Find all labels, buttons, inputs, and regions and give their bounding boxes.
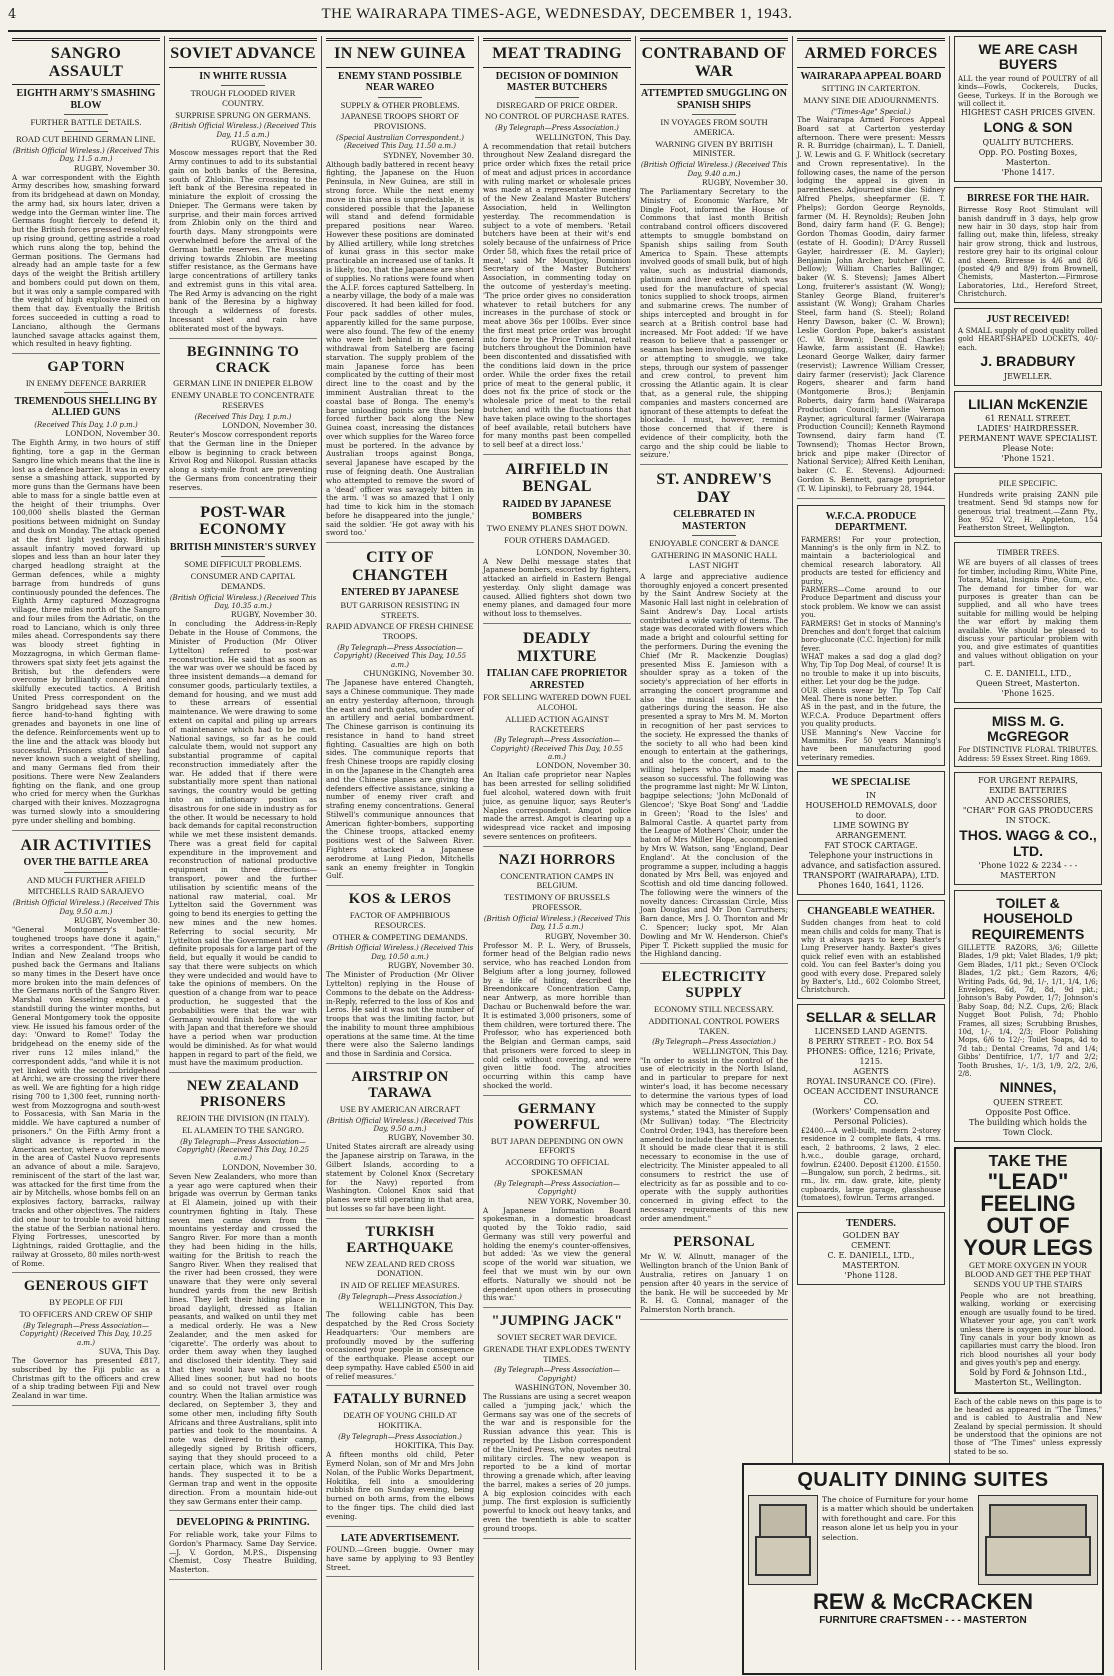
subheading: MITCHELLS RAID SARAJEVO bbox=[27, 886, 145, 897]
advert-line: 61 RENALL STREET. bbox=[985, 413, 1071, 423]
advert-line: LICENSED LAND AGENTS. bbox=[814, 1027, 928, 1037]
dining-table-illustration bbox=[978, 1495, 1098, 1585]
page-number: 4 bbox=[8, 7, 17, 22]
dateline: LONDON, November 30. bbox=[222, 421, 317, 431]
credit-line: ("Times-Age" Special.) bbox=[831, 107, 911, 116]
credit-line: (British Official Wireless.) (Received This Day, 9.50 a.m.) bbox=[12, 899, 160, 916]
article-meat-trading bbox=[483, 38, 631, 455]
credit-line: (By Telegraph—Press Association.) bbox=[652, 1038, 776, 1047]
subheading: DISREGARD OF PRICE ORDER. bbox=[496, 99, 618, 110]
advertiser-name: NINNES, bbox=[999, 1079, 1057, 1096]
credit-line: (By Telegraph—Press Association—Copyright) bbox=[494, 1366, 620, 1383]
advertiser-name: C. E. DANIELL, LTD., bbox=[984, 668, 1072, 678]
subheading: SITTING IN CARTERTON. bbox=[821, 83, 921, 94]
dateline: RUGBY, November 30. bbox=[73, 163, 160, 173]
dateline: RUGBY, November 30. bbox=[230, 139, 317, 149]
credit-line: (British Official Wireless.) (Received This Day, 9.50 a.m.) bbox=[326, 1116, 474, 1134]
advert-heading: OUT OF YOUR LEGS bbox=[963, 1212, 1093, 1260]
subheading: TROUGH FLOODED RIVER COUNTRY. bbox=[190, 88, 296, 108]
headline: AIRFIELD IN BENGAL bbox=[505, 460, 609, 496]
advert-heading: BIRRESE FOR THE HAIR. bbox=[966, 192, 1090, 204]
article-body: A New Delhi message states that Japanese bombers, escorted by fighters, attacked an airfield in Eastern Bengal yesterday. Only slight damage was caused. Allied fighters shot down two enemy planes, and damaged four more without loss to themselves. bbox=[483, 556, 631, 619]
column-1 bbox=[8, 36, 165, 1670]
headline: NEW ZEALAND PRISONERS bbox=[186, 1078, 300, 1111]
advert-line: "CHAR" FOR GAS PRODUCERS bbox=[962, 806, 1094, 816]
advert-line: OCEAN ACCIDENT INSURANCE CO. bbox=[803, 1087, 939, 1107]
advert-line: (Workers' Compensation and Personal Policies). bbox=[812, 1107, 930, 1127]
advert-heading: TIMBER TREES. bbox=[996, 546, 1060, 557]
dateline: RUGBY, November 30. bbox=[387, 961, 474, 971]
advert-line: Telephone your instructions in advance, and satisfaction assured. bbox=[801, 850, 941, 870]
advert-body: Birresse Rosy Root Stimulant will banish dandruff in 3 days, help grow new hair in 30 days, stop hair from falling out, make thin, lifeless, streaky hair grow strong, thick and lustrous, restore grey hair to its original colour and sheen. Birresse is 4/6 and 8/6 (posted 4/9 and 8/9) from Brownell, Chemists, Masterton.—Firmrose Laboratories, Ltd., Hereford Street, Christchurch. bbox=[958, 206, 1098, 299]
subheading: USE BY AMERICAN AIRCRAFT bbox=[339, 1103, 461, 1114]
headline: BEGINNING TO CRACK bbox=[186, 343, 300, 376]
headline: ELECTRICITY SUPPLY bbox=[661, 969, 767, 1002]
advert-heading: WE SPECIALISE bbox=[831, 777, 911, 789]
headline: PERSONAL bbox=[673, 1233, 755, 1250]
advert-line: Opp. P.O. Posting Boxes, Masterton. bbox=[978, 147, 1078, 167]
subheading: DECISION OF DOMINION MASTER BUTCHERS bbox=[495, 70, 619, 94]
subheading: CONCENTRATION CAMPS IN BELGIUM. bbox=[500, 870, 614, 891]
advert-line: HOUSEHOLD REMOVALS, door to door. bbox=[805, 800, 937, 820]
headline: POST-WAR ECONOMY bbox=[199, 503, 287, 539]
subheading: OVER THE BATTLE AREA bbox=[23, 857, 149, 869]
subheading: RAIDED BY JAPANESE BOMBERS bbox=[502, 499, 612, 522]
article-body: Seven New Zealanders, who more than a year ago were captured when their brigade was overrun by German tanks at El Alamein, joined up with their countrymen fighting in Italy. These seven men came down from the mountains yesterday and crossed the Sangro River. For more than a month they had been hiding in the hills, waiting for the British to reach the Sangro River. When they realised that the river had been crossed, they were unaware that they were only several hundred yards from the new British lines. They left their hiding place in broad daylight, dressed as Italian peasants, and walked on until they met a medical orderly. He was a New Zealander, and the men asked for 'cigarette'. The orderly was about to order them away when they laughed and disclosed their identity. They said that they would have walked to the Allied lines sooner, but had no boots and so could not travel over rough country. When the Italian armistice was declared, on September 3, they and some other men, including fifty South Africans and three Australians, split into parties and took to the mountains. A note was delivered to their camp, allegedly signed by British officers, saying that they should proceed to a certain place, which was in British hands. They suspected it to be a German trap and went in the opposite direction. From a mountain hide-out they saw Germans enter their camp. bbox=[169, 1171, 318, 1506]
credit-line: (British Official Wireless.) (Received This Day, 11.5 a.m.) bbox=[12, 146, 160, 164]
subheading: NO CONTROL OF PURCHASE RATES. bbox=[485, 111, 629, 122]
masthead bbox=[8, 6, 1106, 32]
advertiser-name: MISS M. G. McGREGOR bbox=[987, 712, 1069, 744]
advertiser-name: LILIAN McKENZIE bbox=[968, 395, 1088, 412]
advert-changeable-weather bbox=[797, 900, 945, 999]
advert-line: QUEEN STREET. bbox=[993, 1097, 1063, 1107]
headline: ARMED FORCES bbox=[797, 38, 945, 68]
headline: FATALLY BURNED bbox=[333, 1391, 467, 1408]
subheading: CELEBRATED IN MASTERTON bbox=[673, 509, 755, 532]
advert-line: IN bbox=[865, 790, 877, 800]
late-advertisement bbox=[326, 1533, 474, 1578]
article-nz-prisoners bbox=[169, 1079, 317, 1511]
advertiser-name: J. BRADBURY bbox=[980, 353, 1076, 370]
credit-line: (By Telegraph—Press Association—Copyright) (Received This Day, 10.25 a.m.) bbox=[19, 1321, 153, 1347]
article-new-guinea bbox=[326, 38, 474, 543]
headline: ST. ANDREW'S DAY bbox=[656, 471, 772, 506]
subheading: RAPID ADVANCE OF FRESH CHINESE TROOPS. bbox=[326, 621, 474, 642]
credit-line: (By Telegraph—Press Association—Copyright) (Received This Day, 10.55 a.m.) bbox=[490, 736, 624, 762]
subheading: SOVIET SECRET WAR DEVICE. bbox=[497, 1332, 617, 1343]
credit-line: (British Official Wireless.) (Received This Day, 11.5 a.m.) bbox=[169, 122, 317, 139]
article-body: Although badly battered in recent heavy fighting, the Japanese on the Huon Peninsula, in New Guinea, are still in strong force. While the next enemy move in this area is unpredictable, it is considered possible that the Japanese will stand and defend formidable prepared positions near Wareo. However these positions are dominated by Allied artillery, while long stretches of kunai grass in this sector make practicable an increased use of tanks. It is likely, too, that the Japanese are short of supplies. No rations were found when the A.I.F. forces captured Sattelberg. In a nearby village, the body of a male was discovered. It had been killed for food. Four pack saddles of other mules, apparently killed for the same purpose, were also found. The few of the enemy who were left behind in the general withdrawal from Satelberg are facing starvation. The supply problem of the main Japanese force has been complicated by the cutting of their most direct line to the coast and by the imminent Australian threat to the coastal base of Bonga. The enemy's barge unloading points are thus being forced further back along the New Guinea coast, increasing the distances over which supplies for the Wareo force must be portered. In the advance by Australian troops against Bonga, several Japanese have escaped by the ruse of feigning death. One Australian who attempted to remove the sword of a 'dead' officer was savagely bitten in the arm. 'I was so amazed that I only had time to kick him in the stomach before he disappeared into the jungle,' said the soldier. 'He got away with his sword too.' bbox=[326, 159, 474, 538]
article-fatally-burned bbox=[326, 1392, 474, 1526]
subheading: IN AID OF RELIEF MEASURES. bbox=[340, 1280, 460, 1291]
advertiser-name: LONG & SON bbox=[983, 119, 1073, 136]
headline: DEVELOPING & PRINTING. bbox=[176, 1517, 310, 1529]
subheading: NEW ZEALAND RED CROSS DONATION. bbox=[345, 1258, 455, 1279]
advert-line: AND ACCESSORIES, bbox=[985, 796, 1071, 806]
article-deadly-mixture bbox=[483, 630, 631, 847]
advert-phone: 'Phone 1417. bbox=[1001, 167, 1055, 177]
advert-line: QUALITY BUTCHERS. bbox=[982, 137, 1074, 147]
advert-tenders bbox=[797, 1212, 945, 1286]
advert-body: ALL the year round of POULTRY of all kinds—Fowls, Cockerels, Ducks, Geese, Turkeys. If in the Borough we will collect it. bbox=[958, 74, 1098, 108]
advert-quality-dining-suites bbox=[742, 1463, 1104, 1675]
subheading: FURTHER BATTLE DETAILS. bbox=[30, 117, 142, 128]
advert-phone: 'Phone 1022 & 2234 - - - MASTERTON bbox=[978, 860, 1078, 880]
subheading: GRENADE THAT EXPLODES TWENTY TIMES. bbox=[483, 1343, 631, 1364]
advert-line: GOLDEN BAY bbox=[842, 1231, 900, 1241]
subheading: FOUR OTHERS DAMAGED. bbox=[504, 534, 610, 545]
advert-bradbury bbox=[954, 308, 1102, 386]
headline: NAZI HORRORS bbox=[498, 851, 616, 868]
credit-line: (By Telegraph—Press Association.) bbox=[338, 1292, 462, 1301]
dateline: RUGBY, November 30. bbox=[701, 178, 788, 188]
advert-pile-specific bbox=[954, 473, 1102, 537]
subheading: AND MUCH FURTHER AFIELD bbox=[26, 874, 146, 885]
article-body: The Parliamentary Secretary to the Ministry of Economic Warfare, Mr Dingle Foot, informed the House of Commons that last month British contraband control officers discovered attempts to smuggle bombstand on Spanish ships sailing from South America to Spain. These attempts involved goods of small bulk, but of high value, such as industrial diamonds, platinum and liver extract, which was used for the manufacture of special tonics supplied to shock troops, airmen and submarine crews. The number of ships intercepted and brought in for search at a British control base had increased. Mr Foot added: 'If we have reason to believe that a passenger or seaman has been involved in smuggling, or attempting to smuggle, we take steps, through our system of passenger and crew control, to prevent him crossing the Atlantic again. It is clear that, as a general rule, the shipping companies and masters concerned are ignorant of these attempts to defeat the blockade. I must, however, remind those concerned that if there is evidence of their complicity, both the cargo and the ship could be liable to seizure.' bbox=[640, 187, 788, 460]
advert-wfca-produce bbox=[797, 505, 945, 767]
advert-line: Phones 1640, 1641, 1126. bbox=[818, 880, 924, 890]
column-7 bbox=[950, 36, 1106, 1670]
subheading: REJOIN THE DIVISION (IN ITALY). bbox=[176, 1113, 310, 1124]
article-body: A recommendation that retail butchers throughout New Zealand disregard the price order which fixes the retail price of meat and adjust prices in accordance with ruling market or wholesale prices was made at a representative meeting of the New Zealand Master Butchers' Association, held in Wellington yesterday. The recommendation is subject to a vote of members. 'Retail butchers have been at their wit's end solely because of the unfairness of Price Order 58, which fixes the retail price of meat,' said Mr Mountjoy, Dominion Secretary of the Master Butchers' Association, in commenting today on the outcome of yesterday's meeting. 'The price order gives no consideration whatever to retail butchers for any increases in the purchase of stock or meat above 36s per 100lbs. Ever since the first meat price order was brought into force by the Price Tribunal, retail butchers throughout the Dominion have been discontented and dissatisfied with the conditions laid down in the price order. While the order fixes the retail price of meat to the general public, it does not fix the price of stock or the wholesale price of meat to the retail butcher, and with the fluctuations that have taken place owing to the shortages of beef available, retail butchers have for many months past been compelled to sell beef at a direct loss.' bbox=[483, 141, 631, 450]
headline: AIRSTRIP ON TARAWA bbox=[351, 1068, 449, 1101]
article-electricity-supply bbox=[640, 970, 788, 1228]
advert-item: FARMERS—Come around to our Produce Department and discuss your stock problem. We know we can assist you. bbox=[801, 585, 941, 620]
advert-line: TRANSPORT (WAIRARAPA), LTD. bbox=[802, 870, 940, 880]
advert-transport bbox=[797, 771, 945, 895]
advert-mcgregor bbox=[954, 708, 1102, 768]
advert-body: £2400.—A well-built, modern 2-storey residence in 2 complete flats, 4 rms. each, 2 bathrooms, 2 laws, 2 elec. h.w.c., double garage, orchard, fowlrun. £2400. Deposit £1200. £1550.—Bungalow, sun porch, 2 bedrms., sit. rm., liv. rm. daw. grate, kite, plenty cupboards, large garage, glasshouse (tomatoes), fowlrun. Terms arranged. bbox=[801, 1127, 941, 1203]
column-4 bbox=[479, 36, 636, 1670]
advert-line: C. E. DANIELL, LTD., bbox=[827, 1251, 915, 1261]
headline: AIR ACTIVITIES bbox=[20, 836, 152, 854]
subheading: ALLIED ACTION AGAINST RACKETEERS bbox=[505, 713, 609, 734]
advert-cash-buyers bbox=[954, 36, 1102, 182]
dateline: WASHINGTON, November 30. bbox=[515, 1383, 631, 1393]
subheading: ENEMY UNABLE TO CONCENTRATE RESERVES bbox=[171, 390, 315, 410]
credit-line: (By Telegraph—Press Association—Copyright) (Received This Day, 10.25 a.m.) bbox=[176, 1137, 310, 1163]
advert-heading: CHANGEABLE WEATHER. bbox=[807, 905, 935, 917]
dateline: LONDON, November 30. bbox=[536, 547, 631, 557]
advert-body: GILLETTE RAZORS, 3/6; Gillette Blades, 1/9 pkt; Valet Blades, 1/9 pkt; Gem Blades, 1/11 pkt.; Seven O'Clock Blades, 1/2 pkt.; Gem Razors, 4/6; Writing Pads, 6d, 9d, 1/-, 1/1, 1/4, 1/6; Envelopes, 6d, 7d, 8d, 9d pkt.; Johnson's Baby Powder, 1/7; Johnson's Baby Soap, 8d; N.Z. Cups, 2/6; Black Nugget Boot Polish, 7d; Phoblo Frames, all sizes; Scrubbing Brushes, 10d, 1/-, 1/4, 2/3; Floor Polishing Mops, 6/6 to 12/-; Toilet Soaps, 4d to 7d tab.; Dental Creams, 7d and 1/4; Gibbs' Dentifrice, 1/7, 1/7 and 2/2; Tooth Brushes, 1/-, 1/3, 1/9, 2/2, 2/6, 2/8. bbox=[958, 944, 1098, 1078]
article-sangro-assault bbox=[12, 38, 160, 354]
credit-line: (By Telegraph—Press Association.) bbox=[495, 124, 619, 133]
subheading: IN ENEMY DEFENCE BARRIER bbox=[25, 378, 147, 389]
article-nazi-horrors bbox=[483, 853, 631, 1096]
article-airstrip-tarawa bbox=[326, 1070, 474, 1219]
advert-line: IN STOCK. bbox=[1005, 816, 1051, 826]
dateline: LONDON, November 30. bbox=[536, 761, 631, 771]
advert-heading: WE ARE CASH BUYERS bbox=[978, 41, 1078, 73]
credit-line: (By Telegraph—Press Association—Copyright) (Received This Day, 10.55 a.m.) bbox=[333, 644, 467, 669]
dateline: HOKITIKA, This Day. bbox=[394, 1441, 474, 1451]
advert-thos-wagg bbox=[954, 772, 1102, 885]
dateline: CHUNGKING, November 30. bbox=[363, 669, 474, 679]
dateline: RUGBY, November 30. bbox=[230, 610, 317, 620]
advert-body: Hundreds write praising ZANN pile treatment. Send 9d stamps now for generous trial treatment.—Zann Pty., Box 952 V2, H. Appleton, 154 Featherston Street, Wellington. bbox=[958, 490, 1098, 533]
advert-item: WHAT makes a sad dog a glad dog? Why, Tip Top Dog Meal, of course! It is no trouble to make it up into biscuits, either. Let your dog be the judge. bbox=[801, 653, 941, 687]
subheading: ENJOYABLE CONCERT & DANCE bbox=[649, 538, 779, 549]
headline: GAP TORN bbox=[47, 359, 125, 376]
advert-tagline: FURNITURE CRAFTSMEN - - - MASTERTON bbox=[819, 1615, 1027, 1626]
article-body: The Minister of Production (Mr Oliver Lyttelton) replying in the House of Commons to the debate on the Address-in-Reply, referred to the loss of Kos and Leros. He said it was not the number of troops that was the limiting factor, but the inability to mount three amphibious operations at the same time. At the time there were also the Salerno landings and those in Sardinia and Corsica. bbox=[326, 970, 474, 1059]
subheading: JAPANESE TROOPS SHORT OF PROVISIONS. bbox=[341, 111, 459, 132]
dateline: RUGBY, November 30. bbox=[73, 916, 160, 925]
article-body: The Russians are using a secret weapon called a 'jumping jack,' which the Germans say was one of the secrets of the war and is responsible for the Russian advance this year. This is reported by the Lisbon correspondent of the United Press, who quotes neutral military circles. The new weapon is reported to be a kind of mortar throwing a grenade which, after leaving the barrel, makes a series of 20 jumps. A big explosion coincides with each jump. The first explosion is sufficiently powerful to knock out heavy tanks, and even the twentieth is able to scatter ground troops. bbox=[483, 1392, 631, 1533]
article-air-activities bbox=[12, 837, 160, 1274]
subheading: SUPPLY & OTHER PROBLEMS. bbox=[340, 99, 460, 110]
advert-heading: TAKE THE bbox=[988, 1152, 1068, 1170]
subheading: ADDITIONAL CONTROL POWERS TAKEN. bbox=[648, 1015, 780, 1036]
dateline: RUGBY, November 30. bbox=[387, 1133, 474, 1143]
advert-line: HIGHEST CASH PRICES GIVEN. bbox=[960, 108, 1096, 118]
subheading: OTHER & COMPETING DEMANDS. bbox=[332, 931, 468, 942]
newspaper-title: THE WAIRARAPA TIMES-AGE, WEDNESDAY, DECEMBER 1, 1943. bbox=[321, 6, 793, 22]
advert-heading: SELLAR & SELLAR bbox=[806, 1008, 936, 1025]
advert-item: FARMERS! Get in stocks of Manning's Drenches and don't forget that calcium boro-gluconate (C.C. Injection) for milk fever. bbox=[801, 619, 941, 653]
article-st-andrews-day bbox=[640, 471, 788, 964]
headline: KOS & LEROS bbox=[348, 891, 452, 908]
column-3 bbox=[322, 36, 479, 1670]
advertiser-name: REW & McCRACKEN bbox=[813, 1589, 1033, 1614]
article-body: The following cable has been despatched by the Red Cross Society Headquarters: 'Our members are profoundly moved by the suffering occasioned your people in consequence of the earthquake. Please accept our deep sympathy. Have cabled £500 in aid of relief measures.' bbox=[326, 1310, 474, 1381]
advert-timber-trees bbox=[954, 542, 1102, 703]
subheading: IN WHITE RUSSIA bbox=[199, 70, 287, 82]
subheading: MANY SINE DIE ADJOURNMENTS. bbox=[803, 94, 939, 105]
subheading: DEATH OF YOUNG CHILD AT HOKITIKA. bbox=[343, 1410, 457, 1431]
article-city-of-changteh bbox=[326, 549, 474, 886]
article-kos-leros bbox=[326, 892, 474, 1064]
advert-line: PERMANENT WAVE SPECIALIST. bbox=[958, 433, 1098, 443]
credit-line: (Received This Day, 1.0 p.m.) bbox=[34, 420, 138, 429]
subheading: BY PEOPLE OF FIJI bbox=[49, 1297, 123, 1308]
article-body: The Governor has presented £817, subscribed by the Fiji public as a Christmas gift to the officers and crew of a ship trading between Fiji and New Zealand in war time. bbox=[12, 1356, 160, 1401]
article-beginning-to-crack bbox=[169, 345, 317, 498]
dateline: WELLINGTON, This Day. bbox=[692, 1046, 788, 1056]
advert-line: ROYAL INSURANCE CO. (Fire). bbox=[806, 1077, 936, 1087]
article-body: Professor M. P. L. Wery, of Brussels, former head of the Belgian radio news service, who has reached London from Belgium after a long journey, followed by a life of hiding, described the Breendonkcare Concentration Camp, near Antwerp, as more horrible than Dachau or Buchenwald before the war. It is estimated 3,000 prisoners, some of them children, were tortured there. The Professor, who has experienced both the Belgian and German camps, said that prisoners were forced to sleep in cold cells without covering, and were given little food. The atrocities occurring within this camp have shocked the world. bbox=[483, 940, 631, 1090]
subheading: EIGHTH ARMY'S SMASHING BLOW bbox=[16, 88, 156, 111]
advert-body: FOUND.—Green buggie. Owner may have same by applying to 93 Bentley Street. bbox=[326, 1545, 474, 1572]
advert-body: People who are not breathing, walking, working or exercising enough are usually found to be tired. Whatever your age, you can't work unless there is oxygen in your blood. Tiny canals in your body known as capillaries must carry the blood. Iron rich blood nourishes all your body and gives youth's pep and energy. bbox=[960, 1292, 1096, 1368]
advert-developing-printing bbox=[169, 1517, 317, 1579]
credit-line: (Received This Day, 1 p.m.) bbox=[194, 412, 292, 421]
subheading: WARNING GIVEN BY BRITISH MINISTER. bbox=[655, 138, 773, 159]
article-body: A war correspondent with the Eighth Army describes how, smashing forward from its bridgehead at dawn on Monday, the army had, six hours later, driven a wedge into the German winter line. The Germans fought fiercely to defend it, but the British forces pressed resolutely up rising ground, getting astride a road which runs along the top, behind the German positions. The Germans had already had an ample taste for a few days of the weight the British artillery and bombers could put down on them, but it was only a sample compared with the weight of high explosive rained on them that day. Eventually the British forces succeeded in cutting a road to Lanciano, although the Germans launched savage attacks against them, which resulted in heavy fighting. bbox=[12, 172, 160, 349]
advert-line: CEMENT. bbox=[851, 1241, 891, 1251]
dateline: WELLINGTON, This Day. bbox=[378, 1301, 474, 1311]
headline: CITY OF CHANGTEH bbox=[352, 549, 448, 584]
advert-item: AS in the past, and in the future, the W.F.C.A. Produce Department offers you quality products. bbox=[801, 703, 941, 729]
columns bbox=[8, 36, 1106, 1670]
advert-sellar-sellar bbox=[797, 1004, 945, 1207]
dateline: SYDNEY, November 30. bbox=[383, 150, 474, 160]
advert-line: JEWELLER. bbox=[1003, 371, 1053, 381]
article-body: A Japanese Information Board spokesman, in a domestic broadcast quoted by the Tokio radio, said Germany was still very powerful and holding the enemy's counter-offensives, but added: 'As we view the general scope of the world war situation, we feel that we must win by our own efforts. Naturally we should not be dependent upon others in prosecuting this war.' bbox=[483, 1205, 631, 1303]
article-germany-powerful bbox=[483, 1102, 631, 1308]
credit-line: (Special Australian Correspondent.) (Received This Day, 11.50 a.m.) bbox=[336, 133, 464, 151]
advert-heading: PILE SPECIFIC. bbox=[998, 477, 1058, 488]
article-body: A large and appreciative audience thoroughly enjoyed a concert presented by the Saint Andrew Society at the Masonic Hall last night in celebration of Saint Andrew's Day. Local artists contributed a wide variety of items. The stage was decorated with flowers which made a bright and colourful setting for the performers. During the evening the Chief (Mr R. Mackenzie Douglas) presented Miss E. Jamieson with a shoulder spray as a token of the society's appreciation of her efforts in arranging the concert programme and also the musical items for the gatherings during the season. He also presented a spray to Mrs M. M. Morton in recognition of her past services to the society. He expressed the thanks of the society to all who had been kind enough to entertain at the gatherings, and also to the concert, and to the willing helpers who had made the season so successful. The following was the programme last night: Mr W. Linton, bagpipe selections; 'John McDonald of Glencoe'; 'Skye Boat Song' and 'Laddie in Green'; 'Road to the Isles' and Balmoral Castle. A quartet party from the League of Mothers' Choir, under the baton of Mrs Miller Hope, accompanied by Mrs W. Watson, sang 'England, Dear England'. At the conclusion of the programme a supper, including a haggis donated by Mrs Bell, was enjoyed and Scottish and old time dancing followed. The following were the winners of the novelty dances: Circassian Circle, Miss Joan Douglas and Mr Don Carruthers; Barn dance, Mrs J. O. Thornton and Mr C. Spencer; lucky spot, Mr Alan Dowling and Mr W. Henderson. Chief's Piper T. Pickett supplied the music for the Highland dancing. bbox=[640, 571, 788, 959]
dateline: LONDON, November 30. bbox=[65, 429, 160, 439]
article-turkish-earthquake bbox=[326, 1225, 474, 1387]
headline: LATE ADVERTISEMENT. bbox=[340, 1532, 460, 1544]
subheading: SURPRISE SPRUNG ON GERMANS. bbox=[175, 109, 311, 120]
advert-line: Sold by Ford & Johnson Ltd., Masterton St., Wellington. bbox=[969, 1367, 1087, 1387]
headline: SOVIET ADVANCE bbox=[169, 38, 317, 68]
article-body: "In order to assist in the control of the use of electricity in the North Island, and in particular to prepare for next winter's load, it has become necessary to determine the various types of load which may be connected to the supply systems," stated the Minister of Supply (Mr Sullivan) today. "The Electricity Control Order, 1943, has therefore been amended to include these requirements. It should be made clear that it is still necessary to economise in the use of electricity. The Minister appealed to all consumers to restrict the use of electricity as far as possible and to co-operate with the supply authorities concerned in giving effect to the necessary requirements of this new order amendment." bbox=[640, 1055, 788, 1223]
column-2 bbox=[165, 36, 322, 1670]
advert-phone: 'Phone 1625. bbox=[1001, 688, 1055, 698]
article-body: A fifteen months old child, Peter Eymerd Nolan, son of Mr and Mrs John Nolan, of the Public Works Department, Hokitika, fell into a smouldering rubbish fire on Sunday evening, being burned on both arms, from the elbows to the finger tips. The child died last evening. bbox=[326, 1450, 474, 1521]
credit-line: (British Official Wireless.) (Received This Day, 11.5 a.m.) bbox=[483, 914, 631, 932]
advert-line: 8 PERRY STREET - P.O. Box 54 bbox=[808, 1037, 934, 1047]
credit-line: (British Official Wireless.) (Received This Day, 10.50 a.m.) bbox=[326, 944, 474, 961]
advert-heading: QUALITY DINING SUITES bbox=[797, 1469, 1049, 1491]
advert-line: LADIES' HAIRDRESSER. bbox=[976, 423, 1080, 433]
subheading: TWO ENEMY PLANES SHOT DOWN. bbox=[486, 523, 628, 534]
advert-toilet-household bbox=[954, 890, 1102, 1142]
advert-body: WE are buyers of all classes of trees for timber, including Rimu, White Pine, Totara, Matai, Insignis Pine, Gum, etc. The demand for timber for war purposes is greater than can be supplied, and all who have trees suitable for milling would be helping the war effort by making them available. We should be pleased to discuss your particular problem with you, and give estimates of quantities and values without obligation on your part. bbox=[958, 559, 1098, 669]
article-jumping-jack bbox=[483, 1314, 631, 1539]
subheading: TO OFFICERS AND CREW OF SHIP bbox=[19, 1309, 153, 1320]
advert-heading: TOILET & HOUSEHOLD REQUIREMENTS bbox=[971, 894, 1085, 942]
advert-line: 'Phone 1128. bbox=[844, 1271, 898, 1281]
subheading: BUT GARRISON RESISTING IN STREETS. bbox=[340, 599, 460, 620]
advert-heading: JUST RECEIVED! bbox=[986, 313, 1070, 325]
advert-line: Queen Street, Masterton. bbox=[976, 678, 1080, 688]
article-body: In concluding the Address-in-Reply Debate in the House of Commons, the Minister of Production (Mr Oliver Lyttelton) referred to post-war reconstruction. He said that as soon as the war was over we should be faced by three insistent demands—a demand for consumer goods, particularly textiles, a demand for housing, and we must add to these arrears of essential maintenance. We were drawing to some extent on capital and piling up arrears of maintenance which had to be met. National savings, so far as he could calculate them, would not support any substantial programme of capital reconstruction immediately after the war. He added that if there were substantially more spent than national savings, the country would be getting into an inflationary position as disastrous for one side in industry as for the other. It would be necessary to hold back demands for capital reconstruction while we met these insistent demands. There was a great field for capital expenditure in the improvement and reconstruction of national productive equipment in three directions—transport, power and the further utilisation by scientific means of the national raw material, coal. Mr Lyttelton said the Government was going to bend its energies to getting the new mines and the new homes. Referring to social security, Mr Lyttelton said the Government had very definite proposals for a large part of the field, but equally it would be candid to say that there were subjects on which they were undecided and would have to take the opinions of members. On the question of a change from war to peace production, he suggested that the probabilities were that the war with Germany would finish before the war with Japan and that therefore we should have a period when war production would be diminished. As for what would happen in regard to part of the field, we must have the maximum production. bbox=[169, 619, 317, 1068]
advert-line: AGENTS bbox=[853, 1067, 889, 1077]
advert-subheading: GET MORE OXYGEN IN YOUR BLOOD AND GET THE PEP THAT SENDS YOU UP THE STAIRS bbox=[964, 1259, 1092, 1290]
headline: SANGRO ASSAULT bbox=[12, 38, 160, 85]
subheading: ACCORDING TO OFFICIAL SPOKESMAN bbox=[504, 1157, 610, 1177]
article-contraband-of-war bbox=[640, 38, 788, 465]
article-gap-torn bbox=[12, 360, 160, 830]
subheading: IN VOYAGES FROM SOUTH AMERICA. bbox=[660, 117, 768, 137]
subheading: ENEMY STAND POSSIBLE NEAR WAREO bbox=[338, 70, 462, 94]
article-body: The Japanese have entered Changteh, says a Chinese communique. They made an entry yesterday afternoon, through the east and north gates, under cover of an artillery and aerial bombardment. The Chinese garrison is continuing its resistance in hand to hand street fighting. Casualties are high on both sides. The communique reports that fresh Chinese troops are rapidly closing in on the Japanese in the Changteh area and the Chinese planes are giving the defenders effective assistance, sinking a number of enemy river craft and strafing enemy concentrations. General Stilwell's communique announces that American fighter-bombers, supporting the Chinese troops, attacked enemy positions west of the Salween River. Fighters attacked a Japanese aerodrome at Lung Piedon, Mitchells sank an enemy freighter in Tongkin Gulf. bbox=[326, 678, 474, 881]
dateline: LONDON, November 30. bbox=[222, 1162, 317, 1172]
headline: TURKISH EARTHQUAKE bbox=[346, 1223, 454, 1256]
article-body: An Italian cafe proprietor near Naples has been arrested for selling solidified fuel alcohol, watered down with fruit juice, as genuine liquor, says Reuter's Naples correspondent. Amgot police made the arrest. Amgot is clearing up a widespread vice racket and imposing severe sentences on profiteers. bbox=[483, 770, 631, 841]
subheading: GERMAN LINE IN DNIEPER ELBOW bbox=[173, 378, 313, 389]
article-body: The Eighth Army, in two hours of stiff fighting, tore a gap in the German Sangro line which means that the line is lost as a defence barrier. It was in every sense a smashing attack, supported by more guns than the Germans have been able to mass for a single battle even at the height of their triumphs. Over 100,000 shells blasted the German positions between midnight on Sunday and dusk on Monday. The attack opened at the first light yesterday. British assault infantry moved forward up slopes and less than an hour later they charged headlong straight at the German defences, while a mighty barrage from hundreds of guns continuously pounded the defences. The Eighth Army captured Mozzagrogna village, three miles north of the Sangro and four miles from the Adriatic, on the road to Lanciano, which is only three miles ahead. Correspondents say there was bloody street fighting in Mozzagrogna, in which German flame-throwers spat sixty feet jets against the British, but the defenders were overcome by brilliantly conceived and skilfully executed tactics. A British United Press correspondent on the Sangro bridgehead says there was fierce hand-to-hand fighting with grenades and bayonets in one line of the defence. Reinforcements went up to the line and the attack was bloody but successful. Prisoners stated they had never known such a weight of shelling, and many Germans fled from their positions. There were New Zealanders fighting on the flank, and one group who cried for mercy when the Gurkhas charged with their knives. Mozzagrogna was turned slowly into a smouldering pyre under shelling and bombing. bbox=[12, 438, 160, 825]
subheading: ITALIAN CAFE PROPRIETOR ARRESTED bbox=[486, 668, 628, 691]
subheading: TREMENDOUS SHELLING BY ALLIED GUNS bbox=[14, 395, 158, 419]
article-soviet-advance bbox=[169, 38, 317, 339]
column-5 bbox=[636, 36, 793, 1670]
subheading: EL ALAMEIN TO THE SANGRO. bbox=[182, 1124, 304, 1135]
column-6 bbox=[793, 36, 950, 1670]
article-post-war-economy bbox=[169, 504, 317, 1074]
article-personal bbox=[640, 1235, 788, 1320]
advert-line: The building which holds the Town Clock. bbox=[969, 1117, 1087, 1137]
dateline: SUVA, This Day. bbox=[98, 1347, 160, 1357]
article-body: United States aircraft are already using the Japanese airstrip on Tarawa, in the Gilbert Islands, according to a statement by Colonel Knox (Secretary for the Navy) reported from Washington. Colonel Knox said that planes were still operating in that area, but losses so far have been light. bbox=[326, 1142, 474, 1213]
advert-line: EXIDE BATTERIES bbox=[989, 786, 1067, 796]
advert-body: Sudden changes from heat to cold mean chills and colds for many. That is why it always pays to keep Baxter's Lung Preserver handy. Baxter's gives quick relief even with an established cold. You can feel Baxter's doing you good with every dose. Prepared solely by Baxter's, Ltd., 602 Colombo Street, Christchurch. bbox=[801, 919, 941, 995]
advert-item: OUR clients swear by Tip Top Calf Meal. There is none better. bbox=[801, 686, 941, 704]
advert-line: LIME SOWING BY ARRANGEMENT. bbox=[833, 820, 909, 840]
article-body: The Wairarapa Armed Forces Appeal Board sat at Carterton yesterday afternoon. There were present: Messrs R. R. Burridge (chairman), L. T. Daniell, J. W. Lewis and G. F. Whitlock (secretary and Crown representative). In the following cases, the name of the person lodging the appeal is given in parentheses. Adjourned sine die: Sidney Alfred Phelps, sheepfarmer (E. T. Phelps); Gordon George Reynolds, farmer (M. H. Reynolds); Reuben John Bond, dairy farm hand (F. G. Benge); Gordon Thomas Goodin, dairy farmer (estate of H. Goodin); D'Arcy Russell Gayler, hairdresser (E. M. Gayler); Benjamin John Archer, butcher (W. C. Dellow); William Charles Ballinger, baker (W. S. Stevens); James Albert Long, fruiterer's assistant (W. Wong); Stanley George Bland, fruiterer's assistant (W. Wong); Graham Charles Steel, farm hand (S. Steel); Roland Henry Dawson, baker (C. W. Brown); Leslie Gordon Pope, baker's assistant (C. W. Brown); Desmond Charles Hawke, farm assistant (E. Hawke); Leonard George Walker, dairy farmer (reservist); Lawrence William Cresser, dairy farmer (reservist); Jack Clarence Rogers, shearer and farm hand (Montgomerie Bros.); Benjamin Roberts, dairy farm hand (Wairarapa Production Council); Leslie Vernon Rayner, agricultural farmer (Wairarapa Production Council); Kenneth Raymond Townsend, dairy farm hand (T. Townsend); Thomas Hector Brown, brick and pipe maker (Director of National Service); Alfred Keith Lenihan, baker (C. E. Stevens). Adjourned: Gordon S. Bennett, garage proprietor (T. W. Lipinski), to February 28, 1944. bbox=[797, 115, 945, 493]
credit-line: (By Telegraph—Press Association—Copyright) bbox=[494, 1179, 620, 1197]
advert-lilian-mckenzie bbox=[954, 391, 1102, 468]
credit-line: (British Official Wireless.) (Received This Day, 9.40 a.m.) bbox=[640, 161, 788, 178]
article-armed-forces bbox=[797, 38, 945, 499]
cable-news-notice: Each of the cable news on this page is to be headed as appeared in "The Times," and is cabled to Australia and New Zealand by special permission. It should be understood that the opinions are not those of "The Times" unless expressly stated to be so. bbox=[954, 1397, 1102, 1456]
article-body: Reuter's Moscow correspondent reports that the German line in the Dnieper elbow is beginning to crack between Krivoi Rog and Nikopol. Russian attacks along a sixty-mile front are preventing the Germans from concentrating their reserves. bbox=[169, 430, 317, 492]
advert-body: The choice of Furniture for your home is a matter which should be undertaken with forethought and care. For this reason alone let us help you in your selection. bbox=[822, 1495, 974, 1542]
headline: DEADLY MIXTURE bbox=[517, 630, 597, 665]
headline: CONTRABAND OF WAR bbox=[640, 38, 788, 85]
advert-birrese bbox=[954, 187, 1102, 303]
advert-line: PHONES: Office, 1216; Private, 1215. bbox=[806, 1047, 936, 1067]
advert-line: Please Note: bbox=[1002, 443, 1054, 453]
subheading: BRITISH MINISTER'S SURVEY bbox=[169, 541, 317, 553]
article-body: Moscow messages report that the Red Army continues to add to its substantial gain on both banks of the Beresina, south of Zhlobin. The crossing to the left bank of the Beresina repeated in miniature the exploit of crossing the Dnieper. The Germans were taken by surprise, and their main forces arrived from Zhlobin only on the third and fourth days. Many strongpoints were overwhelmed before the arrival of the German battle reserves. The Russians driving towards Zhlobin are meeting stiffer resistance, as the Germans have large concentrations of artillery tanks and extremist guns in this vital area. The Red Army is advancing on the right bank of the Beresina by a highway through a wilderness of forests. Incessant sleet and rain have obliterated most of the byways. bbox=[169, 148, 317, 333]
advert-lead-feeling bbox=[954, 1147, 1102, 1394]
headline: GENEROUS GIFT bbox=[23, 1278, 149, 1295]
subheading: FACTOR OF AMPHIBIOUS RESOURCES. bbox=[349, 910, 451, 930]
credit-line: (By Telegraph—Press Association.) bbox=[338, 1432, 462, 1441]
advert-line: Opposite Post Office. bbox=[985, 1107, 1071, 1117]
subheading: CONSUMER AND CAPITAL DEMANDS. bbox=[190, 571, 296, 591]
advert-body: A SMALL supply of good quality rolled gold HEART-SHAPED LOCKETS, 40/- each. bbox=[958, 327, 1098, 352]
dateline: WELLINGTON, This Day. bbox=[535, 132, 631, 142]
advert-item: USE Manning's New Vaccine for Mammitis. For 50 years Manning's have been manufacturing good veterinary remedies. bbox=[801, 728, 941, 762]
advert-heading: FOR URGENT REPAIRS, bbox=[978, 776, 1078, 786]
advert-phone: 'Phone 1521. bbox=[1001, 453, 1055, 463]
article-body: "General Montgomery's battle-toughened troops have done it again," writes a correspondent. "The British, Indian and New Zealand troops who pushed back the Germans and Italians so many times in the Desert have once more broken into the main defences of the Germans north of the Sangro River. Marshal von Kesselring expected a standstill during the winter months, but General Montgomery took the opposite view. He issued his famous order of the day: 'Onward to Rome!' Today the bridgehead on the enemy side of the river runs 12 miles inland," the correspondent adds, "and while it is not yet linked with the second bridgehead at Archi, we are crossing the river there as well. We are fighting for a high ridge rising 700 to 1,300 feet, running north-west from Mozzogrogna and south-west to Fossacesia, with San Maria in the middle. We have captured a number of prisoners." On the Fifth Army front a slight advance is reported in the American sector, where a forward move in the area of Castel Nuovo represents an advance of about a mile. Sarajevo, reminiscent of the start of the last war, was attacked for the first time from the air by Mitchells, whose bombs fell on an explosives factory, barracks, railway tracks and other objectives. The raiders did one hour to trouble to avoid hitting the statue of the Serbian national hero. Flying Fortresses, unescorted by Lightnings, raided Grottaglie, and the railway at Grosseto, 80 miles north-west of Rome. bbox=[12, 925, 160, 1268]
chair-illustration bbox=[748, 1495, 818, 1585]
advertiser-name: THOS. WAGG & CO., LTD. bbox=[959, 827, 1097, 859]
article-generous-gift bbox=[12, 1279, 160, 1406]
dateline: NEW YORK, November 30. bbox=[527, 1196, 631, 1206]
article-airfield-bengal bbox=[483, 461, 631, 624]
subheading: SOME DIFFICULT PROBLEMS. bbox=[184, 559, 302, 570]
subheading: BUT JAPAN DEPENDING ON OWN EFFORTS bbox=[490, 1135, 624, 1156]
subheading: FOR SELLING WATERED DOWN FUEL ALCOHOL bbox=[483, 692, 631, 712]
advert-heading: "LEAD" FEELING bbox=[980, 1168, 1076, 1216]
advert-line: MASTERTON. bbox=[842, 1261, 900, 1271]
subheading: WAIRARAPA APPEAL BOARD bbox=[800, 70, 942, 82]
subheading: ENTERED BY JAPANESE bbox=[341, 587, 459, 599]
subheading: ECONOMY STILL NECESSARY. bbox=[654, 1003, 774, 1014]
advert-item: FARMERS! For your protection, Manning's is the only firm in N.Z. to maintain a bacteriological and chemical research laboratory. All products are tested for efficiency and purity. bbox=[801, 535, 941, 586]
advert-heading: W.F.C.A. PRODUCE DEPARTMENT. bbox=[825, 510, 917, 534]
subheading: ROAD CUT BEHIND GERMAN LINE. bbox=[16, 133, 156, 144]
advert-line: FAT STOCK CARTAGE. bbox=[824, 840, 918, 850]
advert-body: For reliable work, take your Films to Gordon's Pharmacy. Same Day Service.—J. V. Gordon, M.P.S., Dispensing Chemist, Cosy Theatre Building, Masterton. bbox=[169, 1529, 317, 1575]
subheading: ATTEMPTED SMUGGLING ON SPANISH SHIPS bbox=[641, 88, 787, 111]
headline: IN NEW GUINEA bbox=[326, 38, 474, 68]
subheading: TESTIMONY OF BRUSSELS PROFESSOR. bbox=[504, 892, 610, 912]
headline: MEAT TRADING bbox=[483, 38, 631, 68]
article-body: Mr W. W. Allnutt, manager of the Wellington branch of the Union Bank of Australia, retires on January 1 on pension after 40 years in the service of the bank. He will be succeeded by Mr R. H. G. Connal, manager of the Palmerston North branch. bbox=[640, 1252, 788, 1315]
headline: GERMANY POWERFUL bbox=[513, 1100, 601, 1133]
advert-heading: TENDERS. bbox=[846, 1217, 896, 1229]
credit-line: (British Official Wireless.) (Received This Day, 10.35 a.m.) bbox=[169, 593, 317, 610]
headline: "JUMPING JACK" bbox=[491, 1313, 623, 1330]
advert-body: For DISTINCTIVE FLORAL TRIBUTES. Address: 59 Essex Street. Ring 1869. bbox=[958, 746, 1098, 763]
dateline: RUGBY, November 30. bbox=[544, 931, 631, 941]
subheading: GATHERING IN MASONIC HALL LAST NIGHT bbox=[651, 550, 777, 570]
